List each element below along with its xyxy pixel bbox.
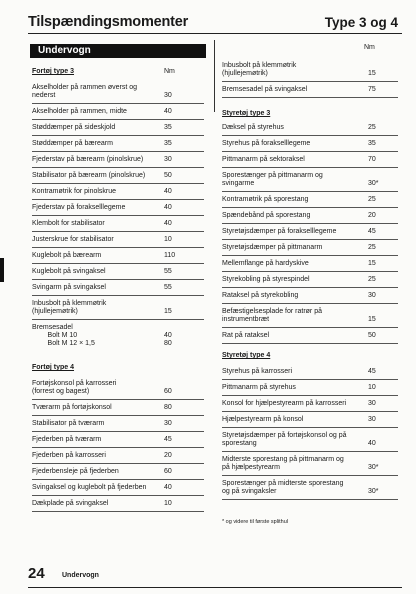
- torque-value: 35: [164, 124, 172, 131]
- row-divider: [222, 411, 398, 412]
- torque-label: Rataksel på styrekobling: [222, 292, 299, 299]
- row-divider: [32, 103, 204, 104]
- torque-label: Støddæmper på sideskjold: [32, 124, 116, 131]
- torque-label: Akselholder på rammen, midte: [32, 108, 127, 115]
- torque-label: Justerskrue for stabilisator: [32, 236, 114, 243]
- section-banner: Undervogn: [30, 44, 206, 58]
- row-divider: [222, 427, 398, 428]
- torque-label: Kuglebolt på svingaksel: [32, 268, 106, 275]
- torque-label: Styrekobling på styrespindel: [222, 276, 310, 283]
- torque-value: 40: [164, 204, 172, 211]
- torque-label: Bremsesadel på svingaksel: [222, 86, 308, 93]
- torque-value: 35: [368, 140, 376, 147]
- torque-label: Akselholder på rammen øverst og nederst: [32, 84, 138, 99]
- torque-label: Støddæmper på bærearm: [32, 140, 113, 147]
- torque-label: Inbusbolt på klemmøtrik (hjulleje​møtrik): [32, 300, 107, 315]
- row-divider: [222, 475, 398, 476]
- heading-text: Styretøj type 4: [222, 352, 271, 359]
- torque-value: 10: [164, 236, 172, 243]
- torque-label: Svingaksel og kuglebolt på fjederben: [32, 484, 147, 491]
- row-divider: [222, 271, 398, 272]
- torque-value: 10: [164, 500, 172, 507]
- row-divider: [32, 447, 204, 448]
- torque-value: 30*: [368, 488, 379, 495]
- row-divider: [32, 199, 204, 200]
- row-divider: [32, 463, 204, 464]
- page-number: 24: [28, 565, 45, 582]
- torque-value: 30: [164, 156, 172, 163]
- torque-label: Befæstigelsesplade for ratrør på instrumentbræt: [222, 308, 322, 323]
- type-label: Type 3 og 4: [324, 15, 398, 30]
- torque-label: Styrehus på karrosseri: [222, 368, 293, 375]
- row-divider: [222, 167, 398, 168]
- row-divider: [32, 511, 204, 512]
- torque-value: 40: [368, 440, 376, 447]
- row-divider: [32, 479, 204, 480]
- torque-label: Pittmanarm på styrehus: [222, 384, 296, 391]
- torque-value: 30: [164, 420, 172, 427]
- torque-label: Stabilisator på tværarm: [32, 420, 105, 427]
- torque-value: 70: [368, 156, 376, 163]
- torque-value: 110: [164, 252, 176, 259]
- row-divider: [222, 81, 398, 82]
- torque-value: 80: [164, 404, 172, 411]
- row-divider: [32, 431, 204, 432]
- row-divider: [32, 263, 204, 264]
- torque-value: 15: [164, 308, 172, 315]
- torque-value: 50: [368, 332, 376, 339]
- torque-value: 30*: [368, 180, 379, 187]
- heading-text: Fortøj type 3: [32, 68, 75, 75]
- row-divider: [222, 239, 398, 240]
- bottom-rule: [28, 587, 402, 588]
- torque-label: Spændebånd på sporestang: [222, 212, 311, 219]
- torque-label: Pittmanarm på sektoraksel: [222, 156, 305, 163]
- torque-value: 25: [368, 124, 376, 131]
- torque-value: 75: [368, 86, 376, 93]
- torque-value: 25: [368, 276, 376, 283]
- torque-value: 40: [164, 220, 172, 227]
- torque-value: 40: [164, 188, 172, 195]
- torque-value: 30: [368, 292, 376, 299]
- torque-label: Klembolt for stabilisator: [32, 220, 105, 227]
- torque-value: 50: [164, 172, 172, 179]
- torque-value: 55: [164, 268, 172, 275]
- page-title: Tilspændingsmomenter: [28, 14, 189, 30]
- torque-label: Sporestænger på pittmanarm og svingarme: [222, 172, 323, 187]
- torque-value: 40: [164, 108, 172, 115]
- torque-value: 30: [368, 416, 376, 423]
- footnote: * og videre til første splithul: [222, 519, 289, 525]
- torque-label: Rat på rataksel: [222, 332, 270, 339]
- torque-label: Kontramøtrik på sporestang: [222, 196, 309, 203]
- torque-label: Dækplade på svingaksel: [32, 500, 109, 507]
- torque-value: 15: [368, 316, 376, 323]
- torque-label: Midterste sporestang på pittmanarm og på hjælpestyrearm: [222, 456, 344, 471]
- row-divider: [222, 191, 398, 192]
- row-divider: [222, 303, 398, 304]
- row-divider: [32, 135, 204, 136]
- row-divider: [222, 499, 398, 500]
- torque-value: 25: [368, 196, 376, 203]
- torque-value: 35: [164, 140, 172, 147]
- torque-label: Fjederben på tværarm: [32, 436, 102, 443]
- row-divider: [222, 287, 398, 288]
- torque-value: 15: [368, 70, 376, 77]
- row-divider: [32, 295, 204, 296]
- torque-label: Fjederstav på bærearm (pinolskrue): [32, 156, 144, 163]
- row-divider: [222, 151, 398, 152]
- torque-label: Styretøjsdæmper på fortøjskonsol og på sporestang: [222, 432, 347, 447]
- row-divider: [32, 167, 204, 168]
- torque-label: Inbusbolt på klemmøtrik (hjullejemøtrik): [222, 62, 297, 77]
- row-divider: [222, 255, 398, 256]
- torque-value: 45: [164, 436, 172, 443]
- row-divider: [32, 119, 204, 120]
- row-divider: [32, 399, 204, 400]
- torque-label: Styretøjsdæmper på forakselllegeme: [222, 228, 337, 235]
- torque-value: 55: [164, 284, 172, 291]
- torque-value: 60: [164, 468, 172, 475]
- torque-label: Mellemflange på hardyskive: [222, 260, 309, 267]
- row-divider: [222, 135, 398, 136]
- torque-label: Kontramøtrik for pinolskrue: [32, 188, 117, 195]
- torque-label: Fjederbensleje på fjederben: [32, 468, 119, 475]
- torque-label: Tværarm på fortøjskonsol: [32, 404, 112, 411]
- row-divider: [222, 395, 398, 396]
- row-divider: [32, 247, 204, 248]
- row-divider: [32, 231, 204, 232]
- torque-value: 40 80: [164, 332, 172, 347]
- torque-value: 60: [164, 388, 172, 395]
- row-divider: [32, 215, 204, 216]
- torque-label: Dæksel på styrehus: [222, 124, 284, 131]
- torque-label: Stabilisator på bærearm (pinolskrue): [32, 172, 146, 179]
- torque-value: 45: [368, 228, 376, 235]
- torque-value: 40: [164, 484, 172, 491]
- torque-label: Fjederstav på forakselllegeme: [32, 204, 126, 211]
- row-divider: [222, 327, 398, 328]
- row-divider: [222, 343, 398, 344]
- column-divider: [214, 40, 215, 112]
- row-divider: [32, 415, 204, 416]
- torque-value: 30*: [368, 464, 379, 471]
- torque-value: 10: [368, 384, 376, 391]
- torque-label: Sporestænger på midterste sporestang og på svingaksler: [222, 480, 344, 495]
- row-divider: [32, 183, 204, 184]
- top-rule: [28, 33, 402, 34]
- row-divider: [32, 319, 204, 320]
- row-divider: [32, 495, 204, 496]
- row-divider: [222, 223, 398, 224]
- page-edge-mark: [0, 258, 4, 282]
- row-divider: [32, 151, 204, 152]
- row-divider: [32, 279, 204, 280]
- heading-text: Fortøj type 4: [32, 364, 75, 371]
- row-divider: [222, 451, 398, 452]
- torque-label: Hjælpestyrearm på konsol: [222, 416, 304, 423]
- torque-label: Bremsesadel Bolt M 10 Bolt M 12 × 1,5: [32, 324, 95, 347]
- torque-value: 45: [368, 368, 376, 375]
- torque-value: 15: [368, 260, 376, 267]
- torque-value: Nm: [164, 68, 175, 75]
- row-divider: [222, 207, 398, 208]
- footer-section: Undervogn: [62, 572, 99, 579]
- torque-label: Konsol for hjælpestyrearm på karrosseri: [222, 400, 347, 407]
- torque-value: 20: [368, 212, 376, 219]
- torque-label: Styretøjsdæmper på pittmanarm: [222, 244, 323, 251]
- torque-label: Styrehus på forakselllegeme: [222, 140, 311, 147]
- row-divider: [222, 379, 398, 380]
- torque-value: 30: [164, 92, 172, 99]
- torque-label: Fortøjskonsol på karrosseri (forrest og bagest): [32, 380, 117, 395]
- torque-label: Kuglebolt på bærearm: [32, 252, 102, 259]
- torque-value: 20: [164, 452, 172, 459]
- row-divider: [222, 97, 398, 98]
- torque-value: 25: [368, 244, 376, 251]
- heading-text: Styretøj type 3: [222, 110, 271, 117]
- nm-unit-header: Nm: [364, 44, 375, 51]
- torque-value: 30: [368, 400, 376, 407]
- torque-label: Fjederben på karrosseri: [32, 452, 106, 459]
- torque-label: Svingarm på svingaksel: [32, 284, 106, 291]
